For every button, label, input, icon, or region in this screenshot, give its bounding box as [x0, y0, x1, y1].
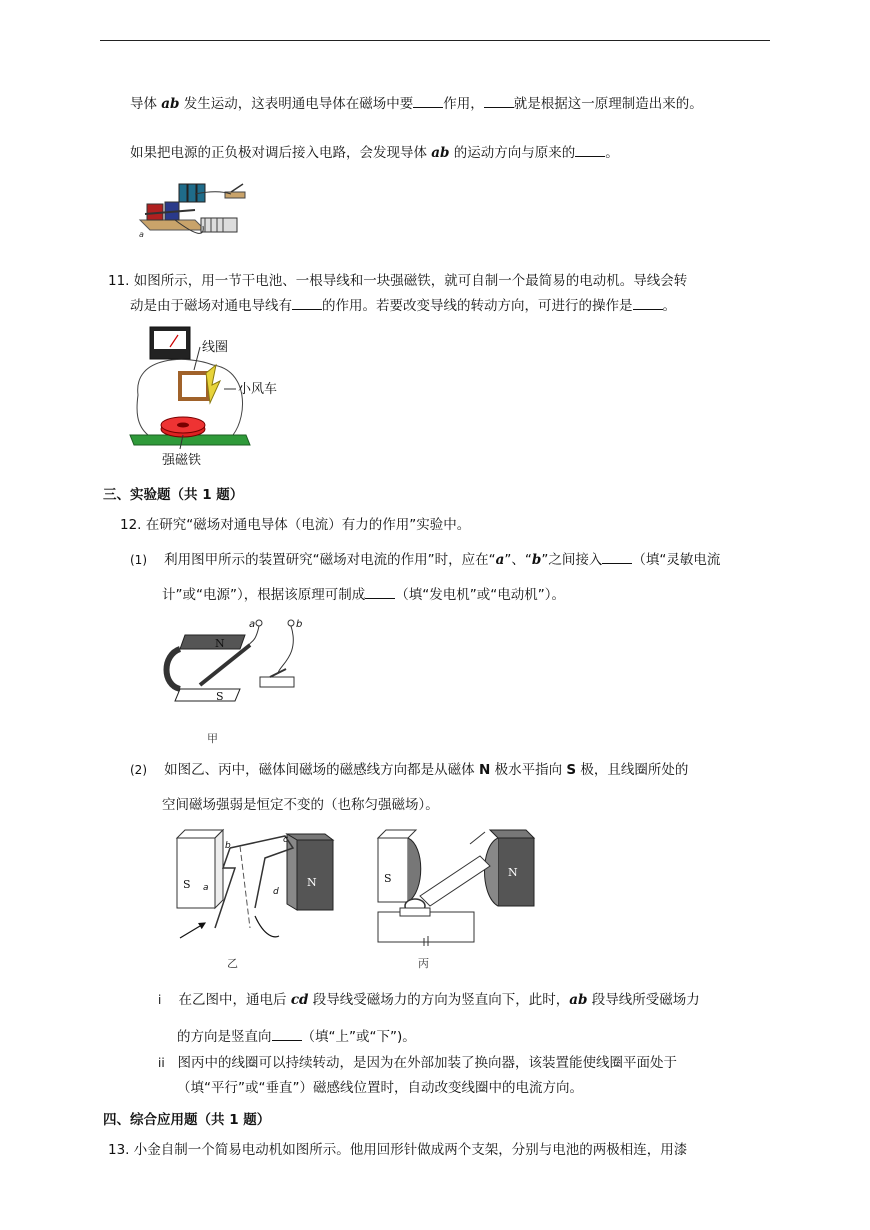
header-rule — [100, 40, 770, 41]
figure-bing-caption: 丙 — [418, 957, 429, 970]
jia-N: N — [215, 637, 225, 650]
text: ”之间接入 — [541, 552, 603, 568]
q12-p2-line1 — [130, 760, 688, 780]
text: 。 — [605, 145, 619, 161]
answer-blank[interactable] — [575, 144, 605, 157]
text: 计”或“电源”），根据该原理可制成 — [162, 587, 366, 603]
yi-d: d — [273, 887, 279, 897]
svg-text:a: a — [139, 230, 144, 239]
text: 就是根据这一原理制造出来的。 — [513, 96, 703, 112]
answer-blank[interactable] — [484, 95, 514, 108]
label-fan: 小风车 — [238, 382, 278, 397]
text: 图丙中的线圈可以持续转动，是因为在外部加装了换向器，该装置能使线圈平面处于 — [177, 1055, 678, 1071]
question-number: 11. — [108, 273, 130, 289]
figure-bing — [370, 826, 540, 946]
subpart-number: ii — [158, 1056, 165, 1070]
pole-N: N — [478, 762, 491, 778]
text: 如图乙、丙中，磁体间磁场的磁感线方向都是从磁体 — [164, 762, 479, 778]
text: 极水平指向 — [490, 762, 567, 778]
part-number: (1) — [130, 553, 147, 567]
q12-ii-line1 — [158, 1053, 677, 1073]
var-ab: ab — [569, 992, 588, 1008]
var-cd: cd — [290, 992, 309, 1008]
text: 发生运动，这表明通电导体在磁场中要 — [179, 96, 414, 112]
answer-blank[interactable] — [272, 1028, 302, 1041]
text: 的方向是竖直向 — [177, 1029, 272, 1045]
text: （填“上”或“下”)。 — [301, 1029, 416, 1045]
q10-line1 — [130, 94, 703, 114]
subpart-number: i — [158, 993, 162, 1007]
answer-blank[interactable] — [413, 95, 443, 108]
section3-title: 三、实验题（共 1 题） — [103, 487, 244, 503]
var-b: b — [531, 552, 542, 568]
q12-p1-line1 — [130, 550, 720, 570]
bing-S: S — [384, 872, 392, 885]
text: 在乙图中，通电后 — [178, 992, 291, 1008]
q12-i-line1 — [158, 990, 700, 1010]
text: ”、“ — [504, 552, 532, 568]
yi-S: S — [183, 878, 191, 891]
answer-blank[interactable] — [633, 297, 663, 310]
part-number: (2) — [130, 763, 147, 777]
text: 的作用。若要改变导线的转动方向，可进行的操作是 — [322, 298, 633, 314]
text: 导体 — [130, 96, 162, 112]
label-magnet: 强磁铁 — [162, 453, 202, 468]
text: 动是由于磁场对通电导线有 — [130, 298, 292, 314]
yi-c: c — [283, 835, 288, 845]
q10-line2 — [130, 143, 619, 163]
yi-b: b — [225, 841, 231, 851]
text: 小金自制一个简易电动机如图所示。他用回形针做成两个支架，分别与电池的两极相连，用漆 — [133, 1142, 688, 1158]
yi-N: N — [307, 876, 317, 889]
text: （填“灵敏电流 — [632, 552, 721, 568]
q12-p2-line2: 空间磁场强弱是恒定不变的（也称匀强磁场）。 — [162, 797, 439, 813]
section4-title: 四、综合应用题（共 1 题） — [103, 1112, 271, 1128]
q11-line2 — [130, 296, 676, 316]
jia-a: a — [249, 619, 256, 630]
jia-S: S — [216, 690, 224, 703]
figure-yi-caption: 乙 — [227, 957, 238, 970]
yi-a: a — [203, 883, 209, 893]
q11-line1 — [108, 271, 687, 291]
text: 段导线受磁场力的方向为竖直向下，此时， — [308, 992, 570, 1008]
jia-b: b — [296, 619, 303, 630]
q12-i-line2 — [177, 1027, 416, 1047]
text: 利用图甲所示的装置研究“磁场对电流的作用”时，应在“ — [164, 552, 496, 568]
text: 在研究“磁场对通电导体（电流）有力的作用”实验中。 — [145, 517, 471, 533]
question-number: 13. — [108, 1142, 130, 1158]
q12-ii-line2: （填“平行”或“垂直”）磁感线位置时，自动改变线圈中的电流方向。 — [177, 1080, 583, 1096]
figure-yi — [175, 828, 345, 948]
figure-jia-caption: 甲 — [207, 732, 218, 745]
q10-figure — [135, 180, 275, 240]
pole-S: S — [566, 762, 577, 778]
bing-N: N — [508, 866, 518, 879]
text: （填“发电机”或“电动机”）。 — [395, 587, 565, 603]
answer-blank[interactable] — [602, 551, 632, 564]
var-a: a — [495, 552, 505, 568]
text: 。 — [662, 298, 676, 314]
text: 如果把电源的正负极对调后接入电路，会发现导体 — [130, 145, 432, 161]
text: 如图所示，用一节干电池、一根导线和一块强磁铁，就可自制一个最简易的电动机。导线会转 — [133, 273, 688, 289]
var-ab: ab — [431, 145, 450, 161]
q12-stem — [120, 515, 470, 535]
text: 的运动方向与原来的 — [449, 145, 576, 161]
text: 作用， — [443, 96, 484, 112]
label-coil: 线圈 — [202, 340, 229, 355]
text: 段导线所受磁场力 — [587, 992, 700, 1008]
answer-blank[interactable] — [365, 586, 395, 599]
var-ab: ab — [161, 96, 180, 112]
q12-p1-line2 — [162, 585, 565, 605]
question-number: 12. — [120, 517, 142, 533]
answer-blank[interactable] — [292, 297, 322, 310]
q13-line1 — [108, 1140, 687, 1160]
text: 极，且线圈所处的 — [576, 762, 689, 778]
figure-jia — [160, 615, 310, 710]
q11-figure — [128, 325, 308, 470]
